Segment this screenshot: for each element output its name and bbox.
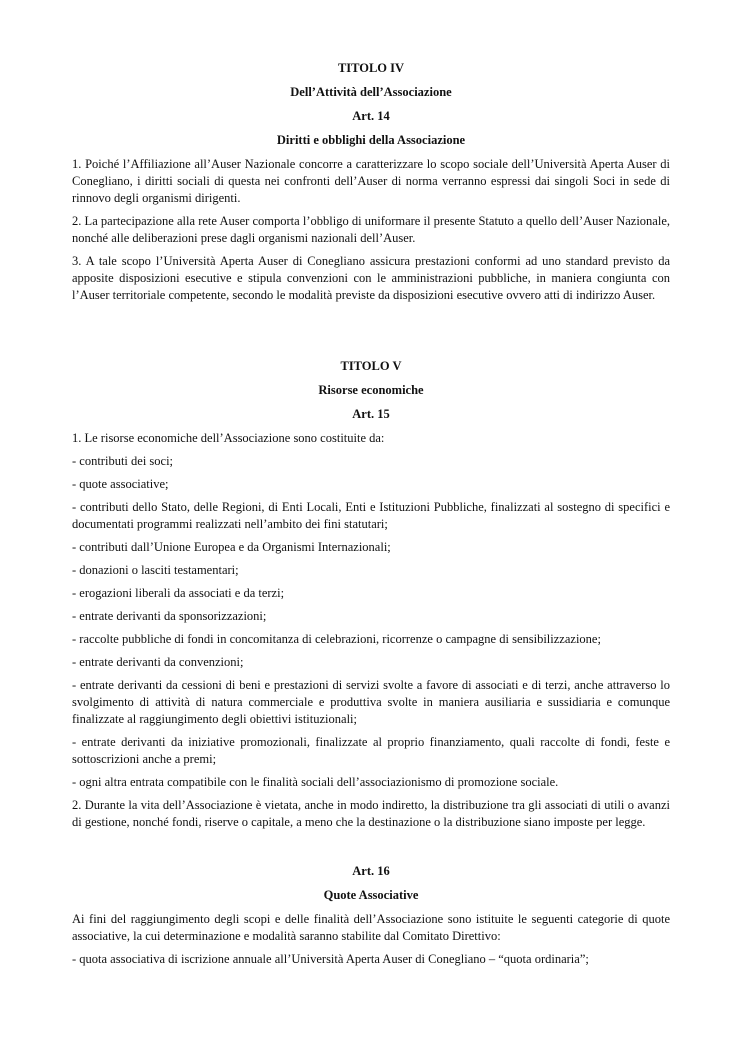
list-item: - erogazioni liberali da associati e da terzi; xyxy=(72,586,285,600)
list-item: - contributi dei soci; xyxy=(72,454,174,468)
art-14-heading: Art. 14 xyxy=(352,109,390,123)
titolo-iv-heading: TITOLO IV xyxy=(337,61,405,75)
list-item: - entrate derivanti da sponsorizzazioni; xyxy=(72,609,267,623)
art-14-paragraph-3: 3. A tale scopo l’Università Aperta Auser di Conegliano assicura prestazioni conformi ad uno standard previsto da apposite disposizioni esecutive e stipula convenzioni con le amministrazioni pubbliche, in maniera congiunta con l’Auser territoriale competente, secondo le modalità previste da disposizioni esecutive ovvero atti di indirizzo Auser. xyxy=(72,254,670,302)
art-16-intro: Ai fini del raggiungimento degli scopi e delle finalità dell’Associazione sono istituite le seguenti categorie di quote associative, la cui determinazione e modalità saranno stabilite dal Comitato Direttivo: xyxy=(72,912,670,943)
list-item: - donazioni o lasciti testamentari; xyxy=(72,563,239,577)
titolo-iv-subheading: Dell’Attività dell’Associazione xyxy=(290,85,452,99)
art-15-list xyxy=(72,430,670,831)
art-14-paragraph-1: 1. Poiché l’Affiliazione all’Auser Nazionale concorre a caratterizzare lo scopo sociale dell’Università Aperta Auser di Conegliano, i diritti sociali di questa nei confronti dell’Auser di norma verranno espressi dai singoli Soci in sede di rinnovo degli organismi dirigenti. xyxy=(72,157,670,205)
art-14-paragraph-2: 2. La partecipazione alla rete Auser comporta l’obbligo di uniformare il presente Statuto a quello dell’Auser Nazionale, nonché alle deliberazioni prese dagli organismi nazionali dell’Auser. xyxy=(72,214,670,245)
list-item: - raccolte pubbliche di fondi in concomitanza di celebrazioni, ricorrenze o campagne di sensibilizzazione; xyxy=(72,632,601,646)
titolo-v-subheading: Risorse economiche xyxy=(318,383,424,397)
list-item: - quote associative; xyxy=(72,477,169,491)
art-15-intro: 1. Le risorse economiche dell’Associazione sono costituite da: xyxy=(72,431,385,445)
list-item: - quota associativa di iscrizione annuale all’Università Aperta Auser di Conegliano – “quota ordinaria”; xyxy=(72,952,589,966)
art-16-title: Quote Associative xyxy=(323,888,419,902)
titolo-v-heading: TITOLO V xyxy=(340,359,402,373)
list-item: - contributi dello Stato, delle Regioni, di Enti Locali, Enti e Istituzioni Pubbliche, finalizzati al sostegno di specifici e documentati programmi realizzati nell’ambito dei fini statutari; xyxy=(72,500,670,531)
art-15-heading: Art. 15 xyxy=(352,407,390,421)
art-15-closing: 2. Durante la vita dell’Associazione è vietata, anche in modo indiretto, la distribuzione tra gli associati di utili o avanzi di gestione, nonché fondi, riserve o capitale, a meno che la destinazione o la distribuzione siano imposte per legge. xyxy=(72,798,670,829)
document-page xyxy=(72,52,670,974)
list-item: - contributi dall’Unione Europea e da Organismi Internazionali; xyxy=(72,540,391,554)
art-16-heading: Art. 16 xyxy=(352,864,390,878)
list-item: - entrate derivanti da iniziative promozionali, finalizzate al proprio finanziamento, quali raccolte di fondi, feste e sottoscrizioni anche a premi; xyxy=(72,735,670,766)
list-item: - entrate derivanti da cessioni di beni e prestazioni di servizi svolte a favore di associati e di terzi, anche attraverso lo svolgimento di attività di natura commerciale e produttiva svolte in maniera ausiliaria e sussidiaria e comunque finalizzate al raggiungimento degli obiettivi istituzionali; xyxy=(72,678,670,726)
list-item: - entrate derivanti da convenzioni; xyxy=(72,655,244,669)
art-14-title: Diritti e obblighi della Associazione xyxy=(276,133,466,147)
list-item: - ogni altra entrata compatibile con le finalità sociali dell’associazionismo di promozione sociale. xyxy=(72,775,559,789)
